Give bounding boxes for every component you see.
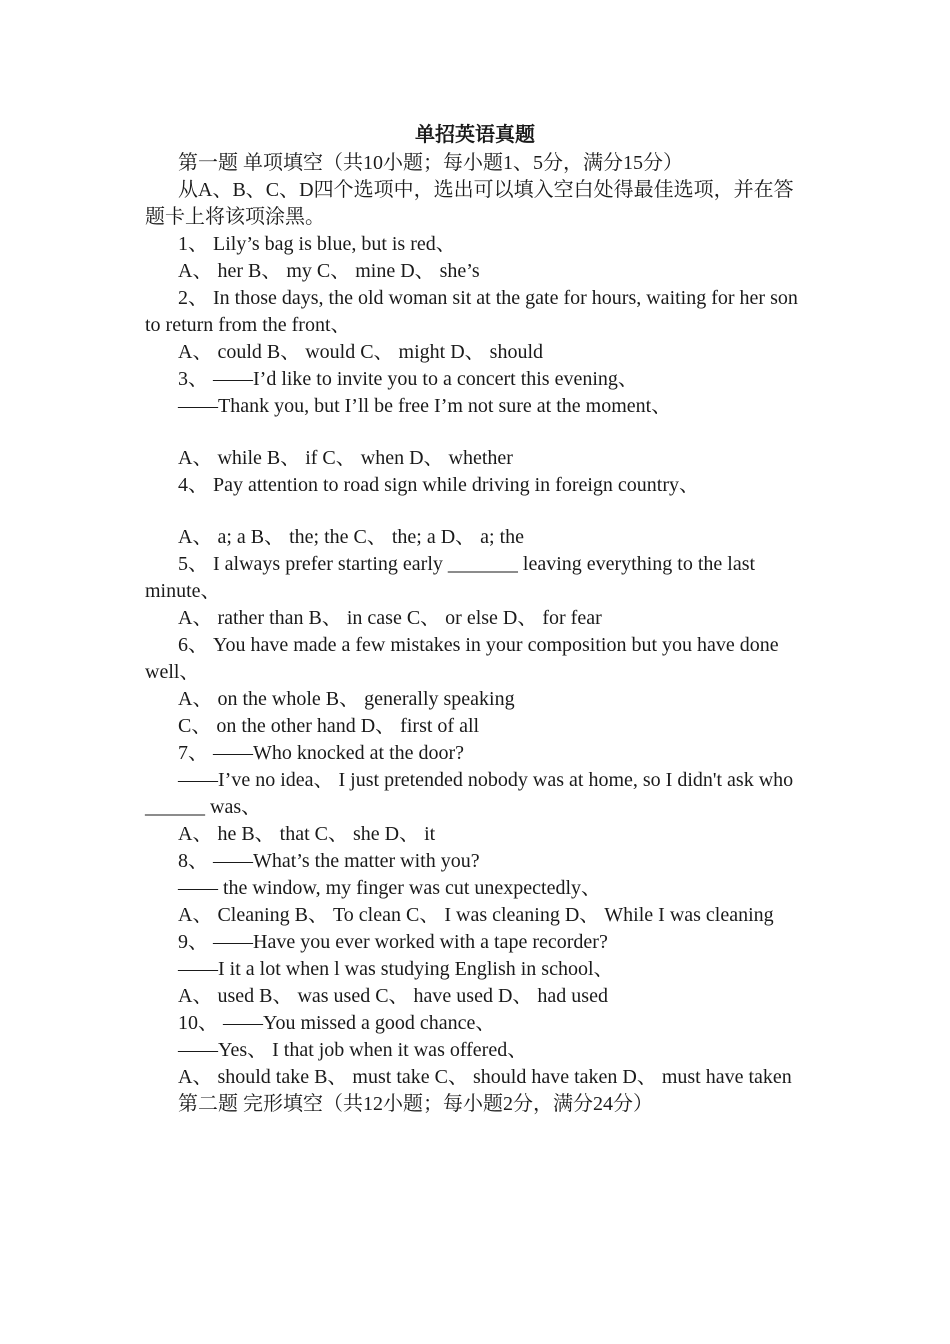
question-10-line-1: 10、 ——You missed a good chance、 [178, 1012, 496, 1034]
question-6-options-1: A、 on the whole B、 generally speaking [178, 688, 515, 710]
question-7-line-2: ——I’ve no idea、 I just pretended nobody was at home, so I didn't ask who ______ was、 [145, 769, 794, 818]
question-3-line-2: ——Thank you, but I’ll be free I’m not sure at the moment、 [178, 395, 672, 417]
question-8-line-2: —— the window, my finger was cut unexpectedly、 [178, 877, 602, 899]
document-page [145, 120, 805, 1118]
section-heading: 第一题 单项填空（共10小题；每小题1、5分，满分15分） [178, 152, 683, 174]
question-6: 6、 You have made a few mistakes in your composition but you have done well、 [145, 634, 779, 683]
question-8-options: A、 Cleaning B、 To clean C、 I was cleaning D、 While I was cleaning [178, 904, 774, 926]
question-2: 2、 In those days, the old woman sit at the gate for hours, waiting for her son to return from the front、 [145, 287, 798, 336]
question-6-options-2: C、 on the other hand D、 first of all [178, 715, 480, 737]
question-9-line-2: ——I it a lot when l was studying English in school、 [178, 958, 614, 980]
question-4: 4、 Pay attention to road sign while driving in foreign country、 [178, 474, 700, 496]
question-8-line-1: 8、 ——What’s the matter with you? [178, 850, 480, 872]
instructions: 从A、B、C、D四个选项中，选出可以填入空白处得最佳选项，并在答题卡上将该项涂黑。 [145, 179, 794, 228]
question-1: 1、 Lily’s bag is blue, but is red、 [178, 233, 456, 255]
question-10-options: A、 should take B、 must take C、 should have taken D、 must have taken [178, 1066, 792, 1088]
question-5: 5、 I always prefer starting early _______ leaving everything to the last minute、 [145, 553, 756, 602]
question-7-options: A、 he B、 that C、 she D、 it [178, 823, 436, 845]
question-10-line-2: ——Yes、 I that job when it was offered、 [178, 1039, 528, 1061]
question-9-line-1: 9、 ——Have you ever worked with a tape recorder? [178, 931, 608, 953]
question-1-options: A、 her B、 my C、 mine D、 she’s [178, 260, 480, 282]
spacer [145, 499, 805, 524]
question-3-line-1: 3、 ——I’d like to invite you to a concert this evening、 [178, 368, 638, 390]
question-5-options: A、 rather than B、 in case C、 or else D、 for fear [178, 607, 602, 629]
question-3-options: A、 while B、 if C、 when D、 whether [178, 447, 513, 469]
question-7-line-1: 7、 ——Who knocked at the door? [178, 742, 465, 764]
page-title: 单招英语真题 [415, 124, 535, 146]
question-4-options: A、 a; a B、 the; the C、 the; a D、 a; the [178, 526, 525, 548]
spacer [145, 420, 805, 445]
section-heading-2: 第二题 完形填空（共12小题；每小题2分，满分24分） [178, 1093, 653, 1115]
question-2-options: A、 could B、 would C、 might D、 should [178, 341, 544, 363]
question-9-options: A、 used B、 was used C、 have used D、 had used [178, 985, 608, 1007]
